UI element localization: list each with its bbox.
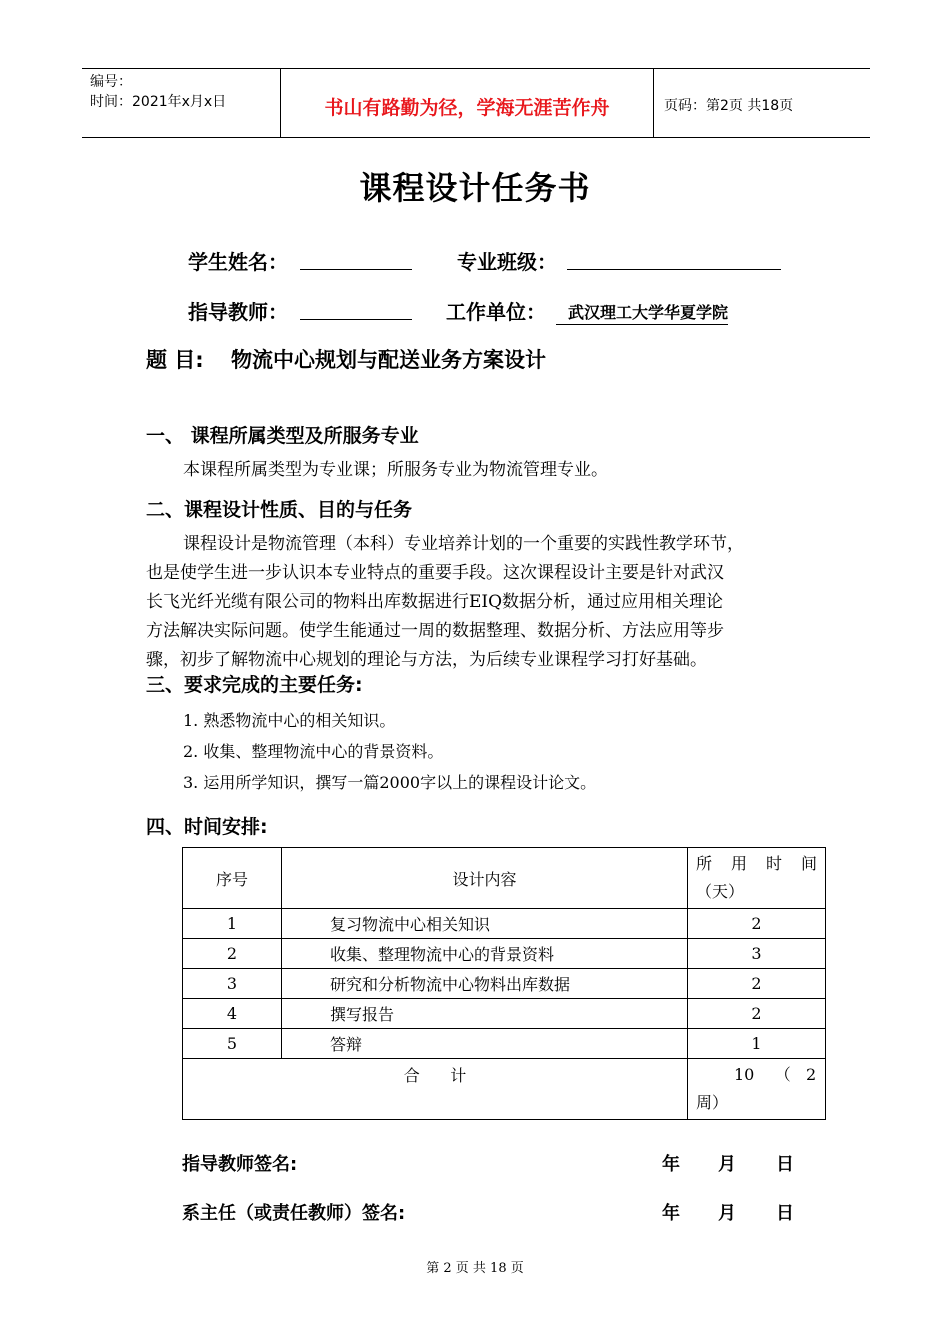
- section-4-heading: 四、时间安排:: [146, 816, 268, 838]
- section-3-heading: 三、要求完成的主要任务:: [146, 674, 363, 696]
- task-item: 3. 运用所学知识，撰写一篇2000字以上的课程设计论文。: [183, 773, 597, 792]
- schedule-table: [182, 847, 826, 1120]
- director-sig-day: 日: [776, 1203, 794, 1224]
- row-content: 收集、整理物流中心的背景资料: [282, 939, 688, 969]
- total-label: [183, 1059, 688, 1120]
- student-name-blank: [300, 269, 412, 270]
- row-content: 答辩: [282, 1029, 688, 1059]
- topic-label: 题 目:: [146, 348, 204, 372]
- major-class-label: 专业班级：: [457, 250, 557, 274]
- student-name-label: 学生姓名：: [188, 250, 288, 274]
- header-no: 序号: [183, 848, 282, 909]
- section-1-heading: 一、 课程所属类型及所服务专业: [146, 425, 419, 447]
- total-days-line2: 周）: [696, 1093, 729, 1112]
- workplace-label: 工作单位：: [446, 300, 546, 324]
- advisor-signature-label: 指导教师签名:: [182, 1154, 298, 1175]
- director-sig-month: 月: [718, 1203, 736, 1224]
- header-days: [688, 848, 826, 909]
- section-1-text: 本课程所属类型为专业课；所服务专业为物流管理专业。: [183, 460, 608, 480]
- row-no: 2: [183, 939, 282, 969]
- section-2-heading: 二、课程设计性质、目的与任务: [146, 499, 413, 521]
- workplace-value: 武汉理工大学华夏学院: [556, 300, 728, 325]
- row-content: 撰写报告: [282, 999, 688, 1029]
- row-no: 1: [183, 909, 282, 939]
- header-page-cell: [654, 69, 870, 137]
- page-info: 页码：第2页 共18页: [664, 98, 794, 114]
- section-2-line-5: 骤，初步了解物流中心规划的理论与方法，为后续专业课程学习打好基础。: [146, 650, 707, 670]
- advisor-sig-day: 日: [776, 1154, 794, 1175]
- header-content: 设计内容: [282, 848, 688, 909]
- row-days: 2: [688, 909, 826, 939]
- header-days-line2: （天）: [696, 882, 745, 901]
- document-header: [82, 68, 870, 138]
- row-days: 1: [688, 1029, 826, 1059]
- row-no: 3: [183, 969, 282, 999]
- advisor-label: 指导教师：: [188, 300, 288, 324]
- motto-text: 书山有路勤为径，学海无涯苦作舟: [324, 97, 610, 119]
- row-days: 2: [688, 969, 826, 999]
- topic-value: 物流中心规划与配送业务方案设计: [231, 348, 546, 372]
- row-days: 2: [688, 999, 826, 1029]
- number-label: 编号：: [90, 74, 132, 90]
- page-footer: 第 2 页 共 18 页: [426, 1261, 524, 1276]
- row-content: 复习物流中心相关知识: [282, 909, 688, 939]
- page-title: 课程设计任务书: [359, 169, 591, 207]
- row-no: 5: [183, 1029, 282, 1059]
- director-signature-label: 系主任（或责任教师）签名:: [182, 1203, 406, 1224]
- time-label: 时间：2021年x月x日: [90, 94, 227, 110]
- section-2-line-4: 方法解决实际问题。使学生能通过一周的数据整理、数据分析、方法应用等步: [146, 621, 724, 641]
- table-header-row: [183, 848, 826, 909]
- total-days: [688, 1059, 826, 1120]
- section-2-line-2: 也是使学生进一步认识本专业特点的重要手段。这次课程设计主要是针对武汉: [146, 563, 724, 583]
- total-label-text: 合 计: [403, 1066, 467, 1085]
- section-2-line-1: 课程设计是物流管理（本科）专业培养计划的一个重要的实践性教学环节，: [183, 534, 744, 554]
- advisor-sig-month: 月: [718, 1154, 736, 1175]
- row-days: 3: [688, 939, 826, 969]
- header-days-line1: 所 用 时 间: [696, 854, 817, 873]
- table-row: [183, 939, 826, 969]
- table-row: [183, 999, 826, 1029]
- major-class-blank: [567, 269, 781, 270]
- table-row: [183, 969, 826, 999]
- row-no: 4: [183, 999, 282, 1029]
- table-row: [183, 1029, 826, 1059]
- header-motto-cell: [281, 69, 654, 137]
- table-row: [183, 909, 826, 939]
- total-days-line1: 10 （ 2: [734, 1065, 817, 1084]
- table-total-row: [183, 1059, 826, 1120]
- section-2-line-3: 长飞光纤光缆有限公司的物料出库数据进行EIQ数据分析，通过应用相关理论: [146, 592, 724, 612]
- director-sig-year: 年: [662, 1203, 680, 1224]
- advisor-sig-year: 年: [662, 1154, 680, 1175]
- advisor-blank: [300, 319, 412, 320]
- header-meta-cell: [82, 69, 281, 137]
- task-item: 1. 熟悉物流中心的相关知识。: [183, 711, 396, 730]
- task-item: 2. 收集、整理物流中心的背景资料。: [183, 742, 444, 761]
- row-content: 研究和分析物流中心物料出库数据: [282, 969, 688, 999]
